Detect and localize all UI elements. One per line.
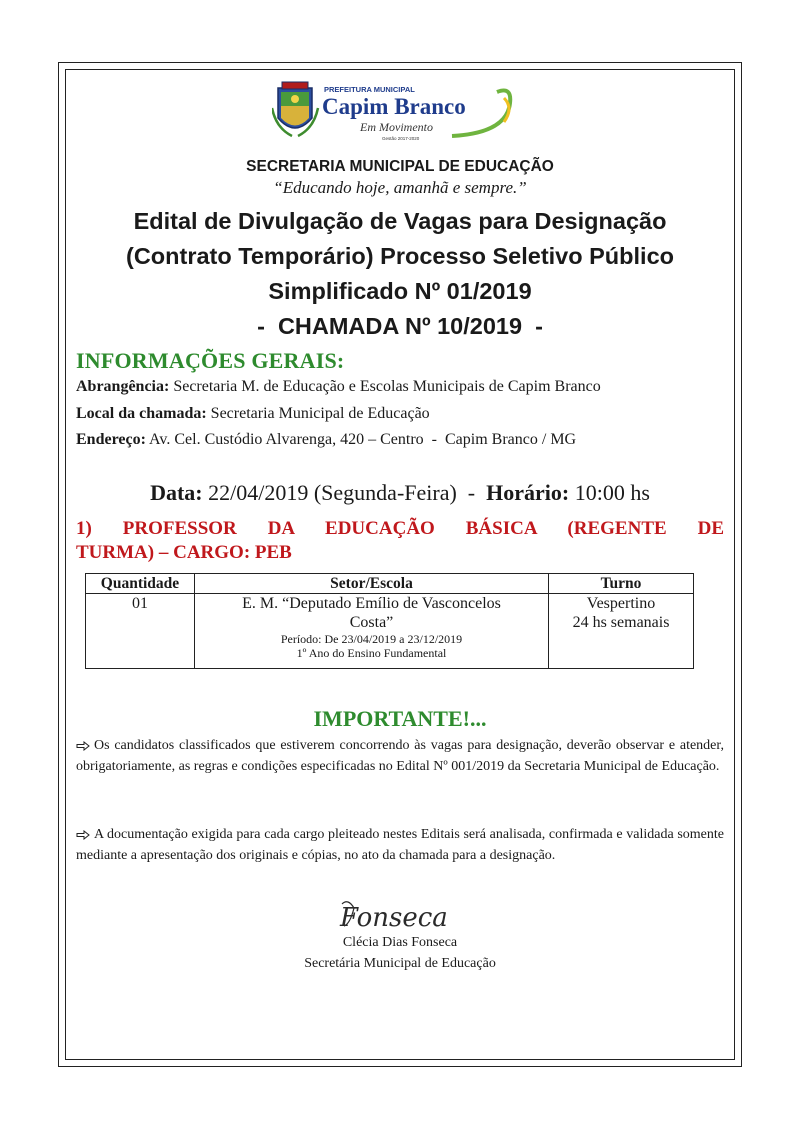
- column-header-quantidade: Quantidade: [86, 574, 195, 594]
- secretaria-heading: SECRETARIA MUNICIPAL DE EDUCAÇÃO: [246, 158, 554, 175]
- signer-role: Secretária Municipal de Educação: [304, 956, 496, 971]
- escola-name-line1: E. M. “Deputado Emílio de Vasconcelos: [242, 595, 501, 612]
- prefeitura-logo: [272, 78, 522, 150]
- title-line: (Contrato Temporário) Processo Seletivo Público: [126, 243, 674, 269]
- logo-slogan-text: Em Movimento: [360, 120, 433, 134]
- title-line: Edital de Divulgação de Vagas para Designação: [133, 208, 667, 234]
- right-arrow-icon: [76, 830, 90, 840]
- horario-label: Horário:: [486, 480, 570, 505]
- logo-city-text: Capim Branco: [322, 94, 466, 119]
- endereco-label: Endereço:: [76, 431, 146, 448]
- abrangencia-value: Secretaria M. de Educação e Escolas Municipais de Capim Branco: [173, 378, 601, 395]
- data-value: 22/04/2019 (Segunda-Feira): [208, 480, 457, 505]
- paragraph-text: A documentação exigida para cada cargo pleiteado nestes Editais será analisada, confirmada e validada somente mediante a apresentação dos originais e cópias, no ato da chamada para a designação.: [76, 827, 724, 863]
- local-label: Local da chamada:: [76, 405, 207, 422]
- handwritten-signature: [338, 896, 468, 934]
- local-value: Secretaria Municipal de Educação: [210, 405, 430, 422]
- cell-escola: [195, 594, 549, 669]
- signature-script: Fonseca: [340, 903, 448, 933]
- turno-text: Vespertino: [586, 595, 656, 612]
- endereco-value: Av. Cel. Custódio Alvarenga, 420 – Centro - Capim Branco / MG: [149, 431, 577, 448]
- column-header-escola: Setor/Escola: [195, 574, 549, 594]
- importante-paragraph-2: [76, 824, 724, 866]
- data-label: Data:: [150, 480, 203, 505]
- column-header-turno: Turno: [549, 574, 694, 594]
- title-line: - CHAMADA Nº 10/2019 -: [257, 313, 543, 339]
- carga-text: 24 hs semanais: [572, 614, 670, 631]
- ano-text: 1º Ano do Ensino Fundamental: [296, 646, 447, 660]
- importante-heading: IMPORTANTE!...: [313, 706, 487, 731]
- position-title-line1: 1) PROFESSOR DA EDUCAÇÃO BÁSICA (REGENTE DE: [76, 518, 724, 539]
- paragraph-text: Os candidatos classificados que estiverem concorrendo às vagas para designação, deverão observar e atender, obrigatoriamente, as regras e condições especificadas no Edital Nº 001/2019 da Secretaria Municipal de Educação.: [76, 738, 724, 774]
- horario-value: 10:00 hs: [574, 480, 650, 505]
- page-title: [0, 204, 800, 344]
- table-header-row: [86, 574, 694, 594]
- position-title-line2: TURMA) – CARGO: PEB: [76, 542, 292, 563]
- schedule-line: [0, 480, 800, 506]
- signer-name: Clécia Dias Fonseca: [342, 935, 458, 950]
- importante-paragraph-1: [76, 735, 724, 777]
- cell-quantidade: 01: [86, 594, 195, 669]
- abrangencia-label: Abrangência:: [76, 378, 170, 395]
- logo-gestao-text: Gestão 2017-2020: [382, 136, 420, 141]
- logo-prefeitura-text: PREFEITURA MUNICIPAL: [324, 85, 415, 94]
- escola-name-line2: Costa”: [349, 614, 394, 631]
- table-row: [86, 594, 694, 669]
- local-line: [76, 405, 430, 423]
- title-line: Simplificado Nº 01/2019: [268, 278, 532, 304]
- info-heading: INFORMAÇÕES GERAIS:: [76, 348, 345, 373]
- schedule-separator: -: [467, 480, 476, 505]
- abrangencia-line: [76, 378, 601, 396]
- motto: “Educando hoje, amanhã e sempre.”: [273, 178, 527, 197]
- right-arrow-icon: [76, 741, 90, 751]
- endereco-line: [76, 431, 576, 449]
- cell-turno: [549, 594, 694, 669]
- coat-of-arms-icon: [272, 82, 318, 136]
- periodo-text: Período: De 23/04/2019 a 23/12/2019: [280, 632, 463, 646]
- vacancies-table: [85, 573, 694, 669]
